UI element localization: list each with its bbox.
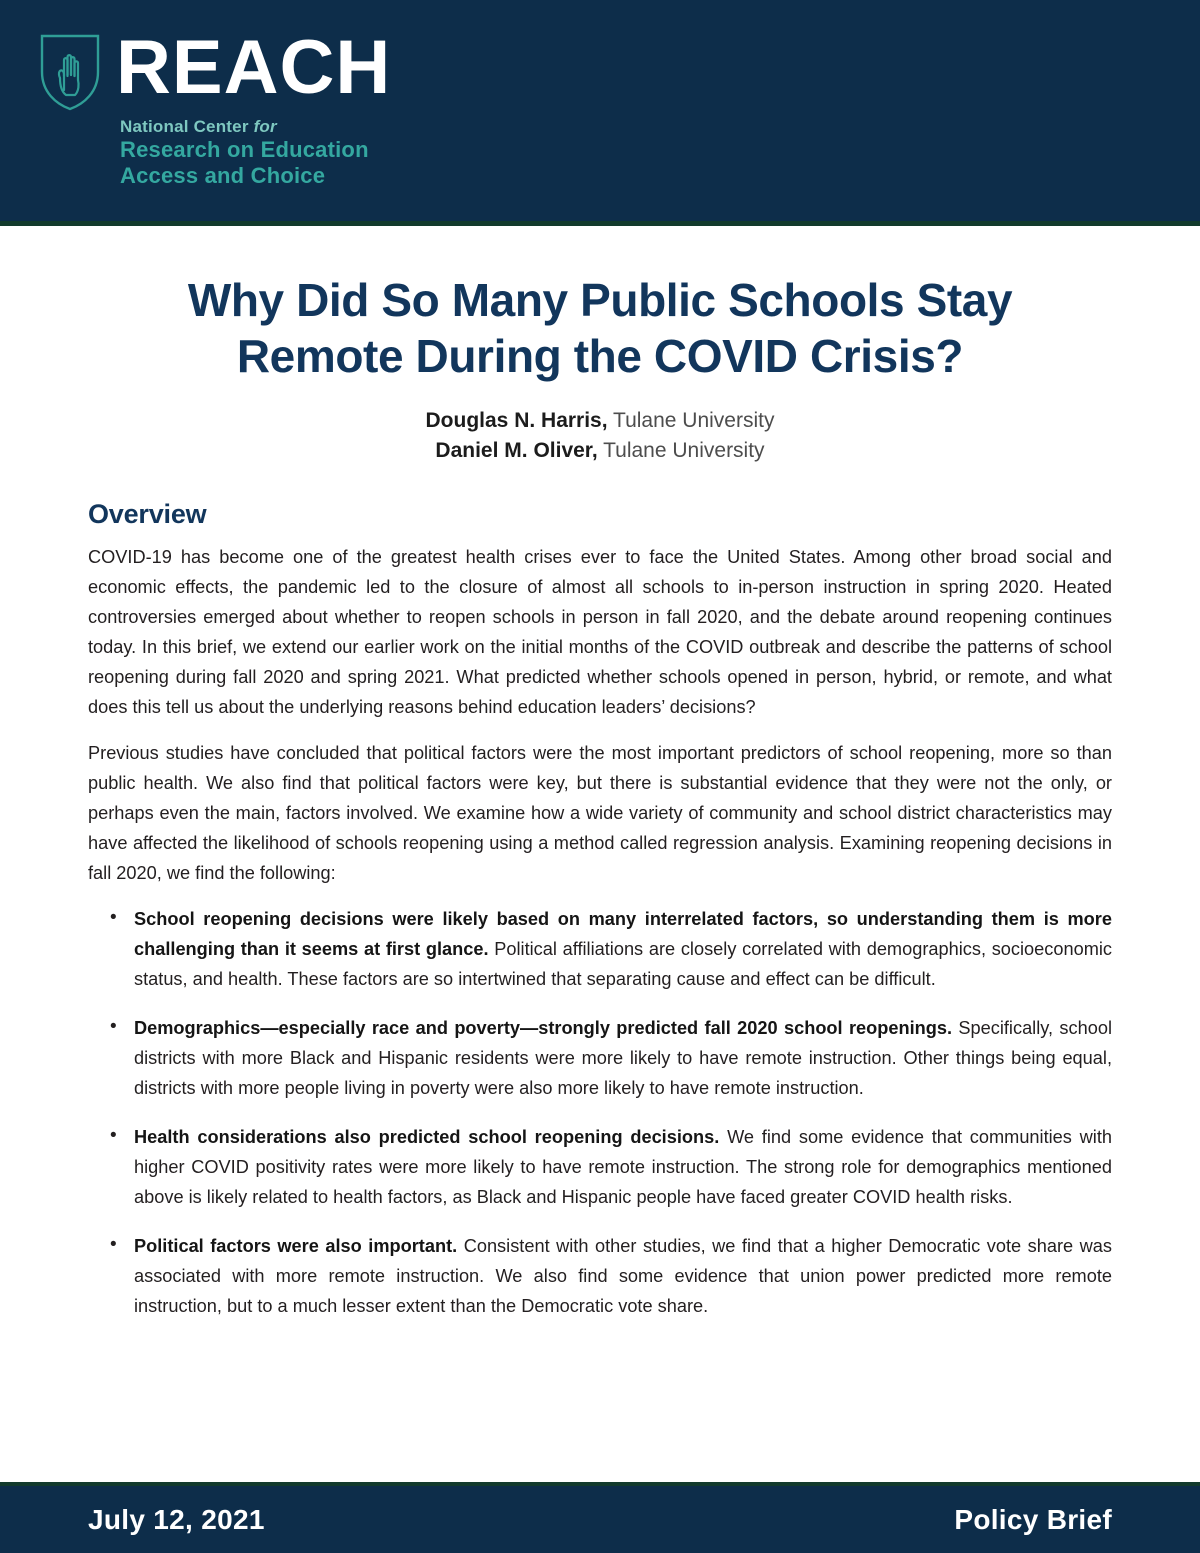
- reach-wordmark: REACH: [116, 25, 392, 110]
- author-name: Daniel M. Oliver,: [435, 439, 598, 462]
- finding-lead: Demographics—especially race and poverty—strongly predicted fall 2020 school reopenings.: [134, 1018, 953, 1038]
- page-header: [0, 0, 1200, 226]
- page-title-line-1: Why Did So Many Public Schools Stay: [187, 274, 1013, 326]
- page-title-line-2: Remote During the COVID Crisis?: [236, 330, 964, 382]
- section-heading-overview: Overview: [88, 499, 207, 529]
- finding-lead: Political factors were also important.: [134, 1236, 458, 1256]
- footer-content: [0, 1486, 1200, 1553]
- author-row: [88, 436, 1112, 466]
- finding-body: We find some evidence that communities with higher COVID positivity rates were more likely to have remote instruction. The strong role for demographics mentioned above is likely related to health factors, as Black and Hispanic people have faced greater COVID health risks.: [134, 1127, 1112, 1207]
- finding-lead: Health considerations also predicted school reopening decisions.: [134, 1127, 720, 1147]
- logo-tagline: [120, 116, 391, 189]
- page-footer: [0, 1482, 1200, 1553]
- finding-body: Consistent with other studies, we find that a higher Democratic vote share was associated with more remote instruction. We also find some evidence that union power predicted more remote instruction, but to a much lesser extent than the Democratic vote share.: [134, 1236, 1112, 1316]
- page-title: [88, 226, 1112, 384]
- reach-logo: [38, 25, 392, 189]
- list-item: [134, 904, 1112, 994]
- publication-date: July 12, 2021: [88, 1503, 265, 1535]
- tagline-line-3: Access and Choice: [120, 163, 326, 188]
- author-name: Douglas N. Harris,: [425, 409, 608, 432]
- list-item: [134, 1231, 1112, 1321]
- author-affiliation: Tulane University: [607, 409, 775, 432]
- overview-paragraph: COVID-19 has become one of the greatest health crises ever to face the United States. Among other broad social and economic effects, the pandemic led to the closure of almost all schools to in-person instruction in spring 2020. Heated controversies emerged about whether to reopen schools in person in fall 2020, and the debate around reopening continues today. In this brief, we extend our earlier work on the initial months of the COVID outbreak and describe the patterns of school reopening during fall 2020 and spring 2021. What predicted whether schools opened in person, hybrid, or remote, and what does this tell us about the underlying reasons behind education leaders’ decisions?: [88, 547, 1112, 717]
- tagline-line-2: Research on Education: [120, 137, 369, 162]
- author-row: [88, 406, 1112, 436]
- document-type-label: Policy Brief: [954, 1503, 1112, 1535]
- logo-text-block: [116, 25, 392, 189]
- header-accent-rule: [0, 221, 1200, 226]
- finding-lead: School reopening decisions were likely based on many interrelated factors, so understanding them is more challenging than it seems at first glance.: [134, 909, 1112, 959]
- shield-hand-icon: [38, 32, 102, 112]
- tagline-line-1: [120, 116, 391, 137]
- tagline-plain: National Center: [120, 117, 254, 136]
- author-affiliation: Tulane University: [597, 439, 765, 462]
- finding-body: Political affiliations are closely correlated with demographics, socioeconomic status, and health. These factors are so intertwined that separating cause and effect can be difficult.: [134, 939, 1112, 989]
- document-body: [0, 226, 1200, 1321]
- list-item: [134, 1013, 1112, 1103]
- author-list: [88, 406, 1112, 466]
- findings-list: [88, 904, 1112, 1321]
- tagline-for: for: [253, 117, 277, 136]
- overview-paragraph: Previous studies have concluded that political factors were the most important predictors of school reopening, more so than public health. We also find that political factors were key, but there is substantial evidence that they were not the only, or perhaps even the main, factors involved. We examine how a wide variety of community and school district characteristics may have affected the likelihood of schools reopening using a method called regression analysis. Examining reopening decisions in fall 2020, we find the following:: [88, 743, 1112, 883]
- list-item: [134, 1122, 1112, 1212]
- finding-body: Specifically, school districts with more Black and Hispanic residents were more likely to have remote instruction. Other things being equal, districts with more people living in poverty were also more likely to have remote instruction.: [134, 1018, 1112, 1098]
